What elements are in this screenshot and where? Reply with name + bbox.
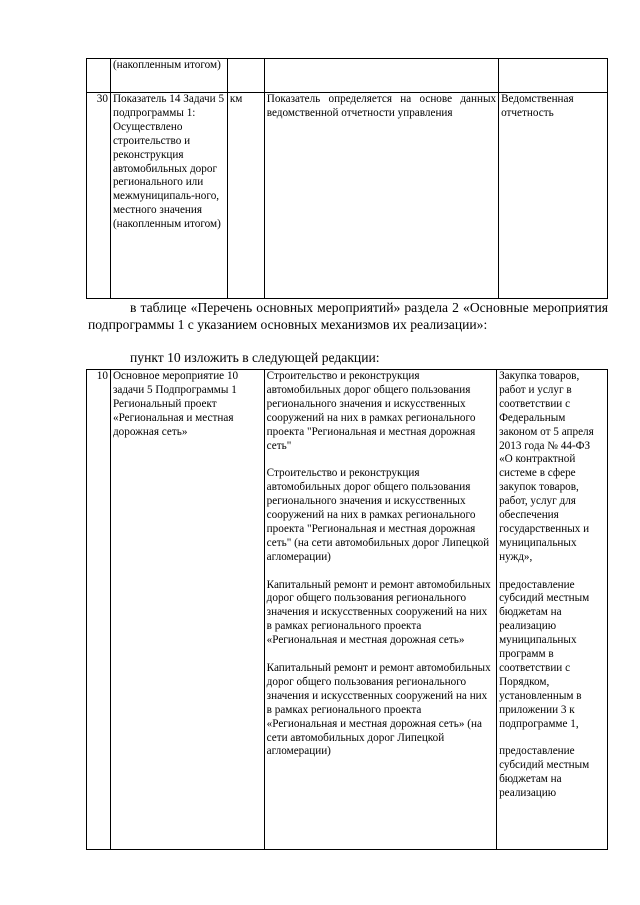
paragraph-table-reference: в таблице «Перечень основных мероприятий» раздела 2 «Основные мероприятия подпрограммы 1 с указанием основных механизмов их реализации»: xyxy=(88,300,608,332)
activity-item: Капитальный ремонт и ремонт автомобильных дорог общего пользования регионального значения и искусственных сооружений на них в рамках регионального проекта «Региональная и местная дорожная сеть» xyxy=(266,578,491,647)
cell-method xyxy=(264,59,498,93)
activity-item: Капитальный ремонт и ремонт автомобильных дорог общего пользования регионального значения и искусственных сооружений на них в рамках регионального проекта «Региональная и местная дорожная сеть» (на сети автомобильных дорог Липецкой агломерации) xyxy=(266,661,491,758)
mechanism-item: предоставление субсидий местным бюджетам на реализацию муниципальных программ в соответствии с Порядком, установленным в приложении 3 к подпрограмме 1, xyxy=(499,578,590,730)
table-row xyxy=(87,370,608,850)
cell-method xyxy=(264,93,498,299)
cell-num: 10 xyxy=(87,370,111,850)
cell-source xyxy=(499,59,608,93)
cell-activities xyxy=(264,370,496,850)
method-text: Показатель определяется на основе данных ведомственной отчетности управления xyxy=(266,93,497,119)
cell-unit: км xyxy=(227,93,264,299)
cell-mechanisms xyxy=(497,370,608,850)
table-row xyxy=(87,59,608,93)
paragraph-instruction: пункт 10 изложить в следующей редакции: xyxy=(130,350,380,365)
cell-source: Ведомственная отчетность xyxy=(499,93,608,299)
cell-unit xyxy=(227,59,264,93)
mechanism-item: предоставление субсидий местным бюджетам на реализацию xyxy=(499,745,590,800)
cell-title: Основное мероприятие 10 задачи 5 Подпрограммы 1 Региональный проект «Региональная и местная дорожная сеть» xyxy=(110,370,264,850)
mechanism-item: Закупка товаров, работ и услуг в соответствии с Федеральным законом от 5 апреля 2013 года № 44-ФЗ «О контрактной системе в сфере закупок товаров, работ, услуг для обеспечения государственных и муниципальных нужд», xyxy=(499,370,594,563)
cell-indicator: Показатель 14 Задачи 5 подпрограммы 1: Осуществлено строительство и реконструкция автомобильных дорог регионального или межмуниципаль-ного, местного значения (накопленным итогом) xyxy=(110,93,227,299)
cell-num: 30 xyxy=(87,93,111,299)
table-row xyxy=(87,93,608,299)
activity-item: Строительство и реконструкция автомобильных дорог общего пользования регионального значения и искусственных сооружений на них в рамках регионального проекта "Региональная и местная дорожная сеть" (на сети автомобильных дорог Липецкой агломерации) xyxy=(266,467,490,563)
cell-num xyxy=(87,59,111,93)
indicators-table xyxy=(86,58,608,299)
activity-item: Строительство и реконструкция автомобильных дорог общего пользования регионального значения и искусственных сооружений на них в рамках регионального проекта "Региональная и местная дорожная сеть" xyxy=(266,370,476,452)
cell-indicator: (накопленным итогом) xyxy=(110,59,227,93)
measures-table xyxy=(86,369,608,850)
